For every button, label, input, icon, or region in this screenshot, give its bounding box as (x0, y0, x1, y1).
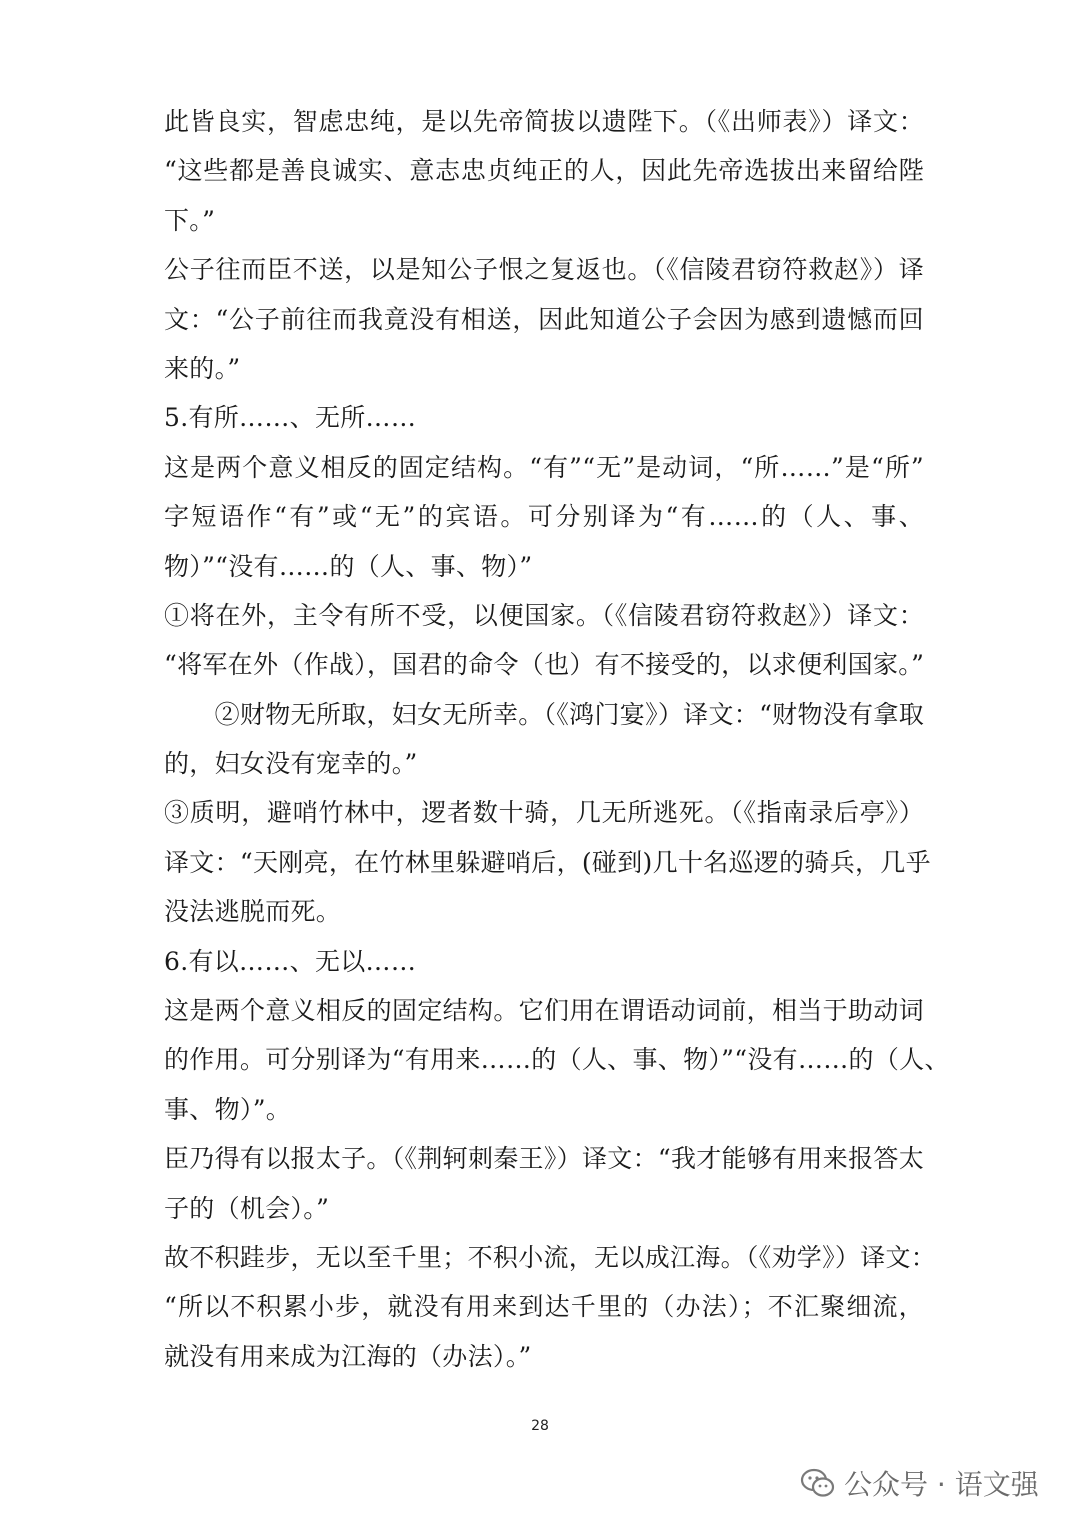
text-line: 故不积跬步，无以至千里；不积小流，无以成江海。（《劝学》）译文： (164, 1242, 937, 1272)
text-line: 就没有用来成为江海的（办法）。” (164, 1341, 532, 1371)
text-line: 物）”“没有……的（人、事、物）” (164, 551, 533, 581)
text-line: 臣乃得有以报太子。（《荆轲刺秦王》）译文：“我才能够有用来报答太 (164, 1144, 924, 1174)
text-line: “所以不积累小步，就没有用来到达千里的（办法）；不汇聚细流， (164, 1292, 924, 1322)
text-line: 没法逃脱而死。 (164, 897, 342, 927)
text-line: 译文：“天刚亮，在竹林里躲避哨后，(碰到)几十名巡逻的骑兵，几乎 (164, 847, 931, 877)
text-line: 这是两个意义相反的固定结构。它们用在谓语动词前，相当于助动词 (164, 996, 924, 1026)
section-heading: 6.有以……、无以…… (164, 946, 417, 976)
text-line: 的，妇女没有宠幸的。” (164, 749, 418, 779)
watermark-text: 公众号 · 语文强 (844, 1468, 1039, 1501)
text-body (164, 97, 950, 1381)
text-line: 这是两个意义相反的固定结构。“有”“无”是动词，“所……”是“所” (164, 452, 924, 482)
text-line: ①将在外，主令有所不受，以便国家。（《信陵君窃符救赵》）译文： (164, 600, 924, 630)
text-line: 文：“公子前往而我竟没有相送，因此知道公子会因为感到遗憾而回 (164, 304, 924, 334)
text-line: ③质明，避哨竹林中，逻者数十骑，几无所逃死。（《指南录后亭》） (164, 798, 924, 828)
watermark (800, 1463, 1039, 1503)
text-line: “将军在外（作战），国君的命令（也）有不接受的，以求便利国家。” (164, 650, 925, 680)
text-line: “这些都是善良诚实、意志忠贞纯正的人，因此先帝选拔出来留给陛 (164, 156, 924, 186)
text-line: 此皆良实，智虑忠纯，是以先帝简拔以遗陛下。（《出师表》）译文： (164, 107, 924, 136)
text-line: 字短语作“有”或“无”的宾语。可分别译为“有……的（人、事、 (164, 502, 924, 532)
text-line: 子的（机会）。” (164, 1193, 330, 1223)
text-line: 公子往而臣不送，以是知公子恨之复返也。（《信陵君窃符救赵》）译 (164, 255, 924, 285)
page-number: 28 (531, 1418, 549, 1434)
text-line: 下。” (164, 205, 216, 235)
text-line: 来的。” (164, 353, 241, 383)
wechat-icon (800, 1468, 836, 1498)
text-line: 事、物）”。 (164, 1094, 292, 1124)
text-line: 的作用。可分别译为“有用来……的（人、事、物）”“没有……的（人、 (164, 1045, 950, 1075)
section-heading: 5.有所……、无所…… (164, 403, 417, 433)
text-line: ②财物无所取，妇女无所幸。（《鸿门宴》）译文：“财物没有拿取 (164, 699, 924, 729)
